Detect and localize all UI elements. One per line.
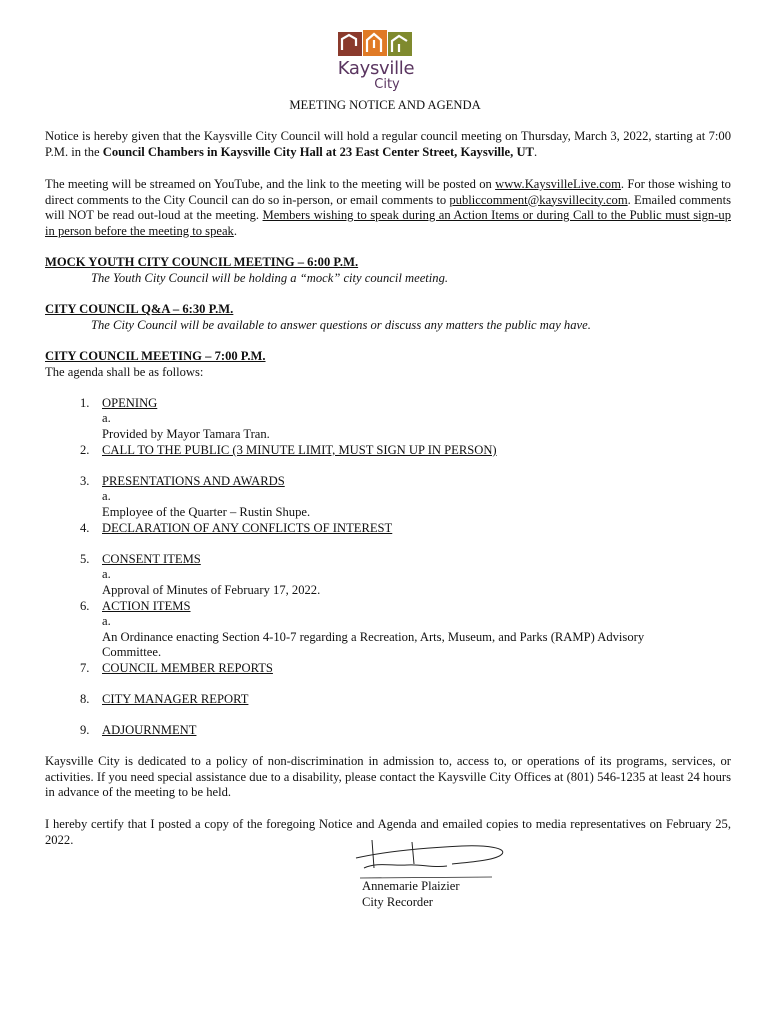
streaming-text-3: . Emailed comments will NOT be read out-loud at the meeting. bbox=[45, 192, 731, 223]
page-title: MEETING NOTICE AND AGENDA bbox=[289, 98, 481, 112]
mock-meeting-heading: MOCK YOUTH CITY COUNCIL MEETING – 6:00 P.M. bbox=[45, 255, 359, 269]
agenda-item-opening: 1. OPENING bbox=[80, 396, 158, 410]
agenda-item-consent: 5. CONSENT ITEMS bbox=[80, 552, 201, 566]
logo-wordmark bbox=[334, 60, 418, 91]
notice-end: . bbox=[533, 144, 538, 159]
logo-name-line2: City bbox=[374, 77, 400, 92]
signer-name: Annemarie Plaizier bbox=[362, 879, 460, 893]
qa-description: The City Council will be available to answer questions or discuss any matters the public may have. bbox=[91, 318, 591, 332]
agenda-item-adjournment: 9. ADJOURNMENT bbox=[80, 723, 197, 737]
agenda-subitem-action: a.An Ordinance enacting Section 4-10-7 regarding a Recreation, Arts, Museum, and Parks (RAMP) Advisory Committee. bbox=[102, 614, 645, 660]
signer-title: City Recorder bbox=[362, 894, 433, 909]
agenda-item-conflicts: 4. DECLARATION OF ANY CONFLICTS OF INTEREST bbox=[80, 521, 393, 535]
agenda-item-action: 6. ACTION ITEMS bbox=[80, 599, 191, 613]
streaming-text-2: . For those wishing to direct comments to the City Council can do so in-person, or email comments to bbox=[45, 177, 731, 207]
agenda-subitem-presentations: a.Employee of the Quarter – Rustin Shupe. bbox=[102, 489, 311, 519]
agenda-subitem-consent: a.Approval of Minutes of February 17, 2022. bbox=[102, 567, 321, 597]
mock-meeting-description: The Youth City Council will be holding a “mock” city council meeting. bbox=[91, 271, 449, 285]
streaming-paragraph bbox=[45, 177, 731, 239]
agenda-intro: The agenda shall be as follows: bbox=[45, 365, 204, 379]
kaysvillelive-link[interactable]: www.KaysvilleLive.com bbox=[495, 177, 621, 191]
sign-up-notice: Members wishing to speak during an Action Items or during Call to the Public must sign-up in person before the meeting to speak bbox=[45, 208, 731, 238]
agenda-item-call-to-public: 2. CALL TO THE PUBLIC (3 MINUTE LIMIT, MUST SIGN UP IN PERSON) bbox=[80, 443, 497, 457]
streaming-text-1: The meeting will be streamed on YouTube, and the link to the meeting will be posted on bbox=[45, 177, 496, 191]
council-meeting-heading: CITY COUNCIL MEETING – 7:00 P.M. bbox=[45, 349, 266, 363]
logo-name-line1: Kaysville bbox=[337, 58, 415, 79]
signer-block bbox=[362, 879, 460, 910]
agenda-item-presentations: 3. PRESENTATIONS AND AWARDS bbox=[80, 474, 285, 488]
streaming-end: . bbox=[233, 223, 238, 238]
notice-paragraph bbox=[45, 129, 731, 160]
nondiscrimination-paragraph: Kaysville City is dedicated to a policy of non-discrimination in admission to, access to, or operations of its programs, services, or activities. If you need special assistance due to a disability, please contact the Kaysville City Offices at (801) 546-1235 at least 24 hours in advance of the meeting to be held. bbox=[45, 754, 731, 800]
agenda-item-manager-report: 8. CITY MANAGER REPORT bbox=[80, 692, 249, 706]
agenda-item-council-reports: 7. COUNCIL MEMBER REPORTS bbox=[80, 661, 273, 675]
public-comment-email-link[interactable]: publiccomment@kaysvillecity.com bbox=[449, 192, 628, 207]
certification-paragraph: I hereby certify that I posted a copy of the foregoing Notice and Agenda and emailed copies to media representatives on February 25, 2022. bbox=[45, 817, 731, 847]
meeting-location: Council Chambers in Kaysville City Hall at 23 East Center Street, Kaysville, UT bbox=[102, 144, 534, 159]
qa-heading: CITY COUNCIL Q&A – 6:30 P.M. bbox=[45, 302, 234, 316]
notice-text: Notice is hereby given that the Kaysville City Council will hold a regular council meeting on Thursday, March 3, 2022, starting at 7:00 P.M. in the bbox=[45, 129, 731, 159]
agenda-subitem-opening: a.Provided by Mayor Tamara Tran. bbox=[102, 411, 270, 441]
